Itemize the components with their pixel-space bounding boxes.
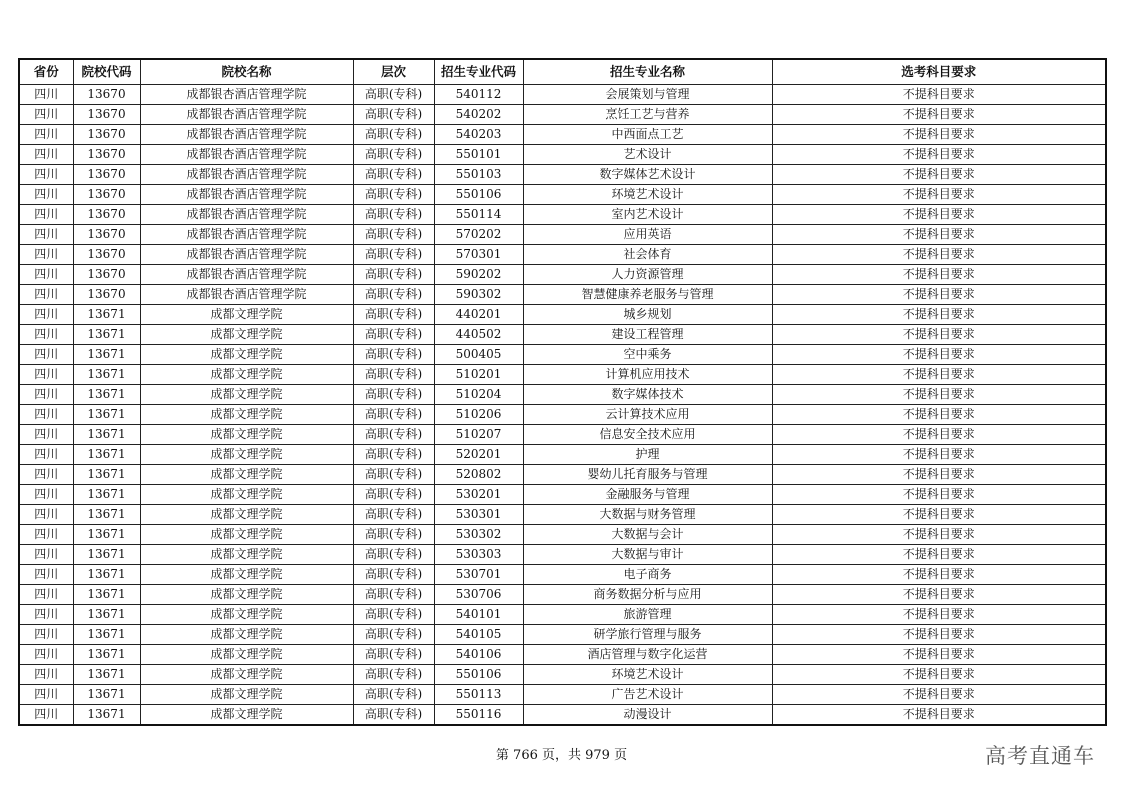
table-row bbox=[19, 465, 1106, 485]
cell-province: 四川 bbox=[19, 645, 73, 665]
table-row bbox=[19, 545, 1106, 565]
cell-major-name: 会展策划与管理 bbox=[523, 85, 772, 105]
cell-school-name: 成都银杏酒店管理学院 bbox=[140, 225, 353, 245]
cell-school-code: 13670 bbox=[73, 85, 140, 105]
cell-province: 四川 bbox=[19, 605, 73, 625]
cell-major-code: 510206 bbox=[434, 405, 523, 425]
cell-school-code: 13671 bbox=[73, 685, 140, 705]
cell-subject-requirement: 不提科目要求 bbox=[772, 525, 1106, 545]
cell-province: 四川 bbox=[19, 145, 73, 165]
cell-school-code: 13670 bbox=[73, 125, 140, 145]
cell-major-code: 500405 bbox=[434, 345, 523, 365]
cell-level: 高职(专科) bbox=[353, 605, 434, 625]
watermark-text: 高考直通车 bbox=[985, 744, 1095, 768]
admission-table bbox=[18, 58, 1107, 726]
cell-school-code: 13671 bbox=[73, 645, 140, 665]
cell-major-code: 530301 bbox=[434, 505, 523, 525]
cell-school-code: 13671 bbox=[73, 505, 140, 525]
cell-level: 高职(专科) bbox=[353, 105, 434, 125]
cell-province: 四川 bbox=[19, 205, 73, 225]
cell-school-name: 成都文理学院 bbox=[140, 505, 353, 525]
cell-major-code: 530303 bbox=[434, 545, 523, 565]
table-row bbox=[19, 305, 1106, 325]
cell-school-code: 13671 bbox=[73, 525, 140, 545]
table-row bbox=[19, 385, 1106, 405]
cell-subject-requirement: 不提科目要求 bbox=[772, 405, 1106, 425]
cell-subject-requirement: 不提科目要求 bbox=[772, 125, 1106, 145]
cell-major-code: 540203 bbox=[434, 125, 523, 145]
cell-subject-requirement: 不提科目要求 bbox=[772, 565, 1106, 585]
cell-school-name: 成都文理学院 bbox=[140, 685, 353, 705]
cell-level: 高职(专科) bbox=[353, 465, 434, 485]
cell-school-name: 成都文理学院 bbox=[140, 705, 353, 726]
cell-major-code: 550116 bbox=[434, 705, 523, 726]
table-row bbox=[19, 645, 1106, 665]
cell-major-code: 530302 bbox=[434, 525, 523, 545]
cell-province: 四川 bbox=[19, 305, 73, 325]
header-major-name: 招生专业名称 bbox=[523, 59, 772, 85]
cell-school-name: 成都文理学院 bbox=[140, 465, 353, 485]
table-row bbox=[19, 85, 1106, 105]
table-row bbox=[19, 425, 1106, 445]
cell-subject-requirement: 不提科目要求 bbox=[772, 165, 1106, 185]
cell-subject-requirement: 不提科目要求 bbox=[772, 385, 1106, 405]
cell-school-code: 13670 bbox=[73, 285, 140, 305]
table-row bbox=[19, 125, 1106, 145]
cell-major-name: 研学旅行管理与服务 bbox=[523, 625, 772, 645]
cell-major-code: 540106 bbox=[434, 645, 523, 665]
cell-major-name: 烹饪工艺与营养 bbox=[523, 105, 772, 125]
cell-subject-requirement: 不提科目要求 bbox=[772, 645, 1106, 665]
cell-province: 四川 bbox=[19, 245, 73, 265]
cell-major-name: 电子商务 bbox=[523, 565, 772, 585]
cell-subject-requirement: 不提科目要求 bbox=[772, 425, 1106, 445]
cell-school-name: 成都文理学院 bbox=[140, 585, 353, 605]
cell-school-name: 成都文理学院 bbox=[140, 485, 353, 505]
cell-major-name: 信息安全技术应用 bbox=[523, 425, 772, 445]
cell-school-name: 成都银杏酒店管理学院 bbox=[140, 85, 353, 105]
table-row bbox=[19, 485, 1106, 505]
cell-subject-requirement: 不提科目要求 bbox=[772, 345, 1106, 365]
cell-school-name: 成都银杏酒店管理学院 bbox=[140, 105, 353, 125]
cell-province: 四川 bbox=[19, 225, 73, 245]
cell-school-code: 13671 bbox=[73, 305, 140, 325]
cell-subject-requirement: 不提科目要求 bbox=[772, 665, 1106, 685]
cell-subject-requirement: 不提科目要求 bbox=[772, 145, 1106, 165]
cell-subject-requirement: 不提科目要求 bbox=[772, 605, 1106, 625]
table-row bbox=[19, 405, 1106, 425]
table-row bbox=[19, 105, 1106, 125]
cell-subject-requirement: 不提科目要求 bbox=[772, 265, 1106, 285]
cell-major-code: 550101 bbox=[434, 145, 523, 165]
cell-major-code: 550113 bbox=[434, 685, 523, 705]
cell-subject-requirement: 不提科目要求 bbox=[772, 305, 1106, 325]
cell-level: 高职(专科) bbox=[353, 365, 434, 385]
table-row bbox=[19, 245, 1106, 265]
table-row bbox=[19, 225, 1106, 245]
cell-major-code: 570202 bbox=[434, 225, 523, 245]
table-row bbox=[19, 325, 1106, 345]
cell-major-code: 530706 bbox=[434, 585, 523, 605]
table-row bbox=[19, 445, 1106, 465]
header-school-code: 院校代码 bbox=[73, 59, 140, 85]
cell-level: 高职(专科) bbox=[353, 305, 434, 325]
cell-major-code: 550106 bbox=[434, 185, 523, 205]
table-row bbox=[19, 705, 1106, 726]
cell-major-code: 540112 bbox=[434, 85, 523, 105]
header-major-code: 招生专业代码 bbox=[434, 59, 523, 85]
cell-major-code: 550103 bbox=[434, 165, 523, 185]
cell-major-code: 590202 bbox=[434, 265, 523, 285]
cell-school-code: 13671 bbox=[73, 585, 140, 605]
cell-school-code: 13670 bbox=[73, 265, 140, 285]
cell-major-name: 应用英语 bbox=[523, 225, 772, 245]
cell-province: 四川 bbox=[19, 665, 73, 685]
cell-province: 四川 bbox=[19, 85, 73, 105]
cell-major-code: 440201 bbox=[434, 305, 523, 325]
cell-province: 四川 bbox=[19, 705, 73, 726]
cell-school-name: 成都银杏酒店管理学院 bbox=[140, 205, 353, 225]
cell-school-code: 13671 bbox=[73, 705, 140, 726]
cell-level: 高职(专科) bbox=[353, 645, 434, 665]
cell-major-code: 530201 bbox=[434, 485, 523, 505]
cell-level: 高职(专科) bbox=[353, 485, 434, 505]
cell-subject-requirement: 不提科目要求 bbox=[772, 225, 1106, 245]
cell-major-name: 大数据与财务管理 bbox=[523, 505, 772, 525]
header-province: 省份 bbox=[19, 59, 73, 85]
cell-level: 高职(专科) bbox=[353, 405, 434, 425]
cell-major-name: 艺术设计 bbox=[523, 145, 772, 165]
cell-subject-requirement: 不提科目要求 bbox=[772, 85, 1106, 105]
cell-school-name: 成都银杏酒店管理学院 bbox=[140, 245, 353, 265]
cell-level: 高职(专科) bbox=[353, 185, 434, 205]
cell-level: 高职(专科) bbox=[353, 585, 434, 605]
cell-major-name: 城乡规划 bbox=[523, 305, 772, 325]
header-level: 层次 bbox=[353, 59, 434, 85]
cell-province: 四川 bbox=[19, 105, 73, 125]
cell-province: 四川 bbox=[19, 265, 73, 285]
table-row bbox=[19, 525, 1106, 545]
cell-province: 四川 bbox=[19, 125, 73, 145]
page-number: 第 766 页，共 979 页 bbox=[495, 748, 628, 763]
cell-major-name: 金融服务与管理 bbox=[523, 485, 772, 505]
cell-level: 高职(专科) bbox=[353, 145, 434, 165]
cell-major-name: 商务数据分析与应用 bbox=[523, 585, 772, 605]
cell-province: 四川 bbox=[19, 625, 73, 645]
cell-major-name: 数字媒体技术 bbox=[523, 385, 772, 405]
cell-subject-requirement: 不提科目要求 bbox=[772, 625, 1106, 645]
cell-school-code: 13671 bbox=[73, 365, 140, 385]
cell-level: 高职(专科) bbox=[353, 665, 434, 685]
cell-major-name: 计算机应用技术 bbox=[523, 365, 772, 385]
cell-school-name: 成都银杏酒店管理学院 bbox=[140, 125, 353, 145]
cell-province: 四川 bbox=[19, 285, 73, 305]
cell-school-code: 13670 bbox=[73, 225, 140, 245]
table-row bbox=[19, 505, 1106, 525]
cell-school-code: 13671 bbox=[73, 665, 140, 685]
cell-major-code: 540101 bbox=[434, 605, 523, 625]
table-row bbox=[19, 165, 1106, 185]
cell-major-code: 570301 bbox=[434, 245, 523, 265]
cell-major-code: 550106 bbox=[434, 665, 523, 685]
cell-level: 高职(专科) bbox=[353, 425, 434, 445]
cell-major-name: 旅游管理 bbox=[523, 605, 772, 625]
cell-level: 高职(专科) bbox=[353, 165, 434, 185]
cell-province: 四川 bbox=[19, 565, 73, 585]
table-row bbox=[19, 685, 1106, 705]
table-body bbox=[19, 85, 1106, 726]
cell-province: 四川 bbox=[19, 485, 73, 505]
cell-school-name: 成都文理学院 bbox=[140, 645, 353, 665]
cell-major-name: 人力资源管理 bbox=[523, 265, 772, 285]
cell-subject-requirement: 不提科目要求 bbox=[772, 485, 1106, 505]
cell-level: 高职(专科) bbox=[353, 545, 434, 565]
cell-school-name: 成都文理学院 bbox=[140, 625, 353, 645]
cell-school-name: 成都文理学院 bbox=[140, 605, 353, 625]
cell-school-code: 13670 bbox=[73, 165, 140, 185]
cell-school-code: 13670 bbox=[73, 145, 140, 165]
cell-school-name: 成都银杏酒店管理学院 bbox=[140, 265, 353, 285]
cell-school-name: 成都文理学院 bbox=[140, 325, 353, 345]
cell-major-code: 590302 bbox=[434, 285, 523, 305]
cell-level: 高职(专科) bbox=[353, 285, 434, 305]
cell-subject-requirement: 不提科目要求 bbox=[772, 105, 1106, 125]
cell-major-code: 440502 bbox=[434, 325, 523, 345]
cell-major-code: 540202 bbox=[434, 105, 523, 125]
cell-school-name: 成都文理学院 bbox=[140, 525, 353, 545]
cell-school-name: 成都文理学院 bbox=[140, 305, 353, 325]
cell-major-name: 空中乘务 bbox=[523, 345, 772, 365]
table-row bbox=[19, 365, 1106, 385]
cell-school-code: 13670 bbox=[73, 185, 140, 205]
cell-major-code: 550114 bbox=[434, 205, 523, 225]
cell-level: 高职(专科) bbox=[353, 385, 434, 405]
cell-major-name: 酒店管理与数字化运营 bbox=[523, 645, 772, 665]
cell-school-name: 成都文理学院 bbox=[140, 665, 353, 685]
table-row bbox=[19, 265, 1106, 285]
cell-level: 高职(专科) bbox=[353, 265, 434, 285]
cell-province: 四川 bbox=[19, 545, 73, 565]
cell-major-name: 大数据与会计 bbox=[523, 525, 772, 545]
cell-level: 高职(专科) bbox=[353, 225, 434, 245]
cell-province: 四川 bbox=[19, 525, 73, 545]
cell-major-name: 婴幼儿托育服务与管理 bbox=[523, 465, 772, 485]
table-row bbox=[19, 205, 1106, 225]
table-row bbox=[19, 185, 1106, 205]
cell-subject-requirement: 不提科目要求 bbox=[772, 245, 1106, 265]
cell-province: 四川 bbox=[19, 385, 73, 405]
table-row bbox=[19, 665, 1106, 685]
cell-level: 高职(专科) bbox=[353, 685, 434, 705]
table-row bbox=[19, 285, 1106, 305]
cell-school-code: 13671 bbox=[73, 405, 140, 425]
cell-subject-requirement: 不提科目要求 bbox=[772, 505, 1106, 525]
cell-subject-requirement: 不提科目要求 bbox=[772, 325, 1106, 345]
cell-school-code: 13671 bbox=[73, 465, 140, 485]
table-row bbox=[19, 625, 1106, 645]
cell-major-name: 数字媒体艺术设计 bbox=[523, 165, 772, 185]
cell-level: 高职(专科) bbox=[353, 525, 434, 545]
cell-province: 四川 bbox=[19, 425, 73, 445]
cell-province: 四川 bbox=[19, 365, 73, 385]
cell-school-code: 13671 bbox=[73, 445, 140, 465]
cell-major-code: 510204 bbox=[434, 385, 523, 405]
cell-level: 高职(专科) bbox=[353, 245, 434, 265]
cell-school-name: 成都银杏酒店管理学院 bbox=[140, 285, 353, 305]
cell-province: 四川 bbox=[19, 405, 73, 425]
cell-major-name: 动漫设计 bbox=[523, 705, 772, 726]
cell-school-name: 成都文理学院 bbox=[140, 545, 353, 565]
table-row bbox=[19, 345, 1106, 365]
cell-major-name: 环境艺术设计 bbox=[523, 185, 772, 205]
cell-school-code: 13671 bbox=[73, 345, 140, 365]
cell-province: 四川 bbox=[19, 585, 73, 605]
cell-province: 四川 bbox=[19, 445, 73, 465]
cell-major-name: 护理 bbox=[523, 445, 772, 465]
cell-level: 高职(专科) bbox=[353, 505, 434, 525]
cell-major-name: 社会体育 bbox=[523, 245, 772, 265]
cell-major-code: 530701 bbox=[434, 565, 523, 585]
cell-major-code: 540105 bbox=[434, 625, 523, 645]
cell-school-name: 成都银杏酒店管理学院 bbox=[140, 165, 353, 185]
cell-school-code: 13670 bbox=[73, 105, 140, 125]
cell-major-name: 广告艺术设计 bbox=[523, 685, 772, 705]
cell-school-name: 成都文理学院 bbox=[140, 365, 353, 385]
cell-school-code: 13671 bbox=[73, 485, 140, 505]
cell-school-code: 13671 bbox=[73, 625, 140, 645]
cell-subject-requirement: 不提科目要求 bbox=[772, 445, 1106, 465]
cell-major-name: 中西面点工艺 bbox=[523, 125, 772, 145]
cell-province: 四川 bbox=[19, 325, 73, 345]
cell-major-name: 环境艺术设计 bbox=[523, 665, 772, 685]
cell-subject-requirement: 不提科目要求 bbox=[772, 185, 1106, 205]
cell-major-name: 智慧健康养老服务与管理 bbox=[523, 285, 772, 305]
cell-school-code: 13670 bbox=[73, 245, 140, 265]
cell-province: 四川 bbox=[19, 345, 73, 365]
cell-level: 高职(专科) bbox=[353, 125, 434, 145]
cell-school-code: 13670 bbox=[73, 205, 140, 225]
cell-school-name: 成都文理学院 bbox=[140, 385, 353, 405]
cell-school-name: 成都银杏酒店管理学院 bbox=[140, 185, 353, 205]
cell-school-name: 成都文理学院 bbox=[140, 565, 353, 585]
cell-school-code: 13671 bbox=[73, 565, 140, 585]
cell-major-code: 520201 bbox=[434, 445, 523, 465]
cell-subject-requirement: 不提科目要求 bbox=[772, 285, 1106, 305]
cell-major-code: 520802 bbox=[434, 465, 523, 485]
cell-subject-requirement: 不提科目要求 bbox=[772, 705, 1106, 726]
cell-school-name: 成都文理学院 bbox=[140, 405, 353, 425]
cell-subject-requirement: 不提科目要求 bbox=[772, 685, 1106, 705]
cell-level: 高职(专科) bbox=[353, 445, 434, 465]
cell-school-name: 成都文理学院 bbox=[140, 425, 353, 445]
cell-province: 四川 bbox=[19, 505, 73, 525]
cell-major-code: 510201 bbox=[434, 365, 523, 385]
cell-subject-requirement: 不提科目要求 bbox=[772, 585, 1106, 605]
cell-major-name: 云计算技术应用 bbox=[523, 405, 772, 425]
cell-level: 高职(专科) bbox=[353, 205, 434, 225]
cell-province: 四川 bbox=[19, 685, 73, 705]
cell-subject-requirement: 不提科目要求 bbox=[772, 365, 1106, 385]
cell-province: 四川 bbox=[19, 185, 73, 205]
cell-province: 四川 bbox=[19, 465, 73, 485]
cell-level: 高职(专科) bbox=[353, 565, 434, 585]
table-row bbox=[19, 605, 1106, 625]
cell-major-code: 510207 bbox=[434, 425, 523, 445]
cell-school-name: 成都银杏酒店管理学院 bbox=[140, 145, 353, 165]
cell-school-name: 成都文理学院 bbox=[140, 445, 353, 465]
cell-level: 高职(专科) bbox=[353, 345, 434, 365]
cell-school-code: 13671 bbox=[73, 385, 140, 405]
cell-school-name: 成都文理学院 bbox=[140, 345, 353, 365]
table-row bbox=[19, 585, 1106, 605]
cell-school-code: 13671 bbox=[73, 425, 140, 445]
cell-subject-requirement: 不提科目要求 bbox=[772, 205, 1106, 225]
cell-major-name: 大数据与审计 bbox=[523, 545, 772, 565]
cell-school-code: 13671 bbox=[73, 605, 140, 625]
cell-level: 高职(专科) bbox=[353, 85, 434, 105]
cell-subject-requirement: 不提科目要求 bbox=[772, 465, 1106, 485]
cell-school-code: 13671 bbox=[73, 325, 140, 345]
cell-level: 高职(专科) bbox=[353, 625, 434, 645]
header-school-name: 院校名称 bbox=[140, 59, 353, 85]
cell-subject-requirement: 不提科目要求 bbox=[772, 545, 1106, 565]
header-row bbox=[19, 59, 1106, 85]
cell-level: 高职(专科) bbox=[353, 705, 434, 726]
table-row bbox=[19, 565, 1106, 585]
cell-major-name: 室内艺术设计 bbox=[523, 205, 772, 225]
table-row bbox=[19, 145, 1106, 165]
header-subject-requirement: 选考科目要求 bbox=[772, 59, 1106, 85]
cell-level: 高职(专科) bbox=[353, 325, 434, 345]
cell-province: 四川 bbox=[19, 165, 73, 185]
cell-school-code: 13671 bbox=[73, 545, 140, 565]
cell-major-name: 建设工程管理 bbox=[523, 325, 772, 345]
